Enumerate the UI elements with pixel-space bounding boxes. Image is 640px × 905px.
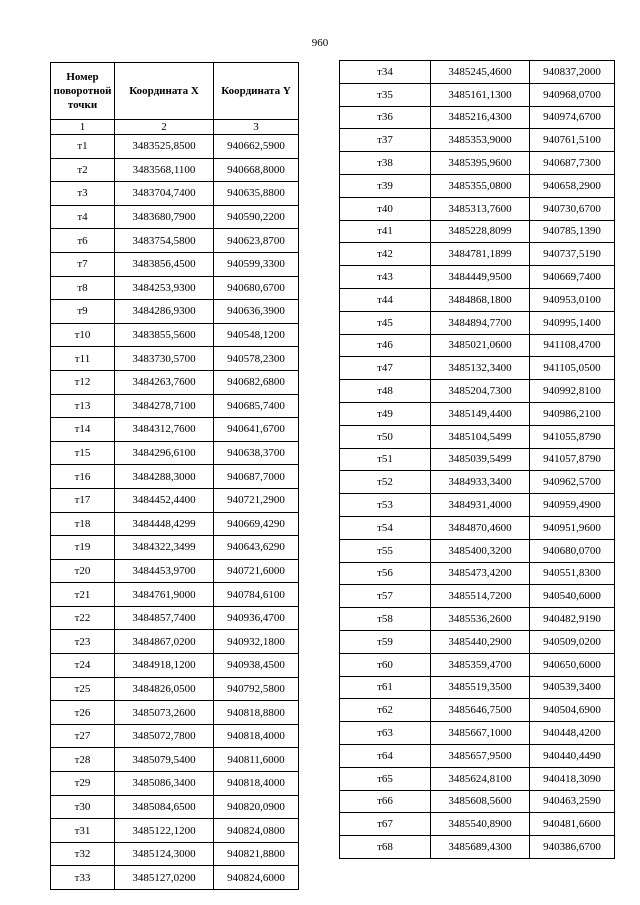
table-row bbox=[51, 465, 299, 489]
coordinate-x-cell: 3484278,7100 bbox=[115, 394, 214, 418]
table-row bbox=[340, 471, 615, 494]
table-row bbox=[51, 677, 299, 701]
coordinate-y-cell: 940687,7300 bbox=[530, 152, 615, 175]
coordinate-y-cell: 940636,3900 bbox=[214, 300, 299, 324]
table-row bbox=[51, 795, 299, 819]
table-row bbox=[51, 866, 299, 890]
coordinate-x-cell: 3484931,4000 bbox=[431, 494, 530, 517]
coordinate-x-cell: 3485104,5499 bbox=[431, 425, 530, 448]
table-row bbox=[340, 722, 615, 745]
coordinate-x-cell: 3485646,7500 bbox=[431, 699, 530, 722]
coordinate-y-cell: 940680,6700 bbox=[214, 276, 299, 300]
table-row bbox=[51, 182, 299, 206]
point-id-cell: т28 bbox=[51, 748, 115, 772]
coordinate-y-cell: 940463,2590 bbox=[530, 790, 615, 813]
table-row bbox=[340, 174, 615, 197]
coordinate-x-cell: 3484296,6100 bbox=[115, 441, 214, 465]
header-point-number bbox=[51, 63, 115, 120]
table-row bbox=[51, 654, 299, 678]
coordinate-x-cell: 3485313,7600 bbox=[431, 197, 530, 220]
coordinate-x-cell: 3485473,4200 bbox=[431, 562, 530, 585]
point-id-cell: т34 bbox=[340, 61, 431, 84]
table-row bbox=[340, 767, 615, 790]
coordinate-x-cell: 3485228,8099 bbox=[431, 220, 530, 243]
table-row bbox=[340, 380, 615, 403]
coordinate-x-cell: 3485122,1200 bbox=[115, 819, 214, 843]
point-id-cell: т56 bbox=[340, 562, 431, 585]
coordinate-y-cell: 941105,0500 bbox=[530, 357, 615, 380]
point-id-cell: т7 bbox=[51, 252, 115, 276]
table-row bbox=[340, 106, 615, 129]
coordinate-x-cell: 3484781,1899 bbox=[431, 243, 530, 266]
coordinate-y-cell: 940986,2100 bbox=[530, 402, 615, 425]
point-id-cell: т61 bbox=[340, 676, 431, 699]
table-row bbox=[51, 323, 299, 347]
table-row bbox=[340, 562, 615, 585]
coordinate-y-cell: 940730,6700 bbox=[530, 197, 615, 220]
point-id-cell: т38 bbox=[340, 152, 431, 175]
point-id-cell: т31 bbox=[51, 819, 115, 843]
coordinate-x-cell: 3485540,8900 bbox=[431, 813, 530, 836]
point-id-cell: т57 bbox=[340, 585, 431, 608]
coordinate-y-cell: 940761,5100 bbox=[530, 129, 615, 152]
coordinate-y-cell: 940682,6800 bbox=[214, 370, 299, 394]
coordinate-x-cell: 3485079,5400 bbox=[115, 748, 214, 772]
point-id-cell: т23 bbox=[51, 630, 115, 654]
coordinate-y-cell: 940824,0800 bbox=[214, 819, 299, 843]
coordinate-x-cell: 3484452,4400 bbox=[115, 488, 214, 512]
point-id-cell: т12 bbox=[51, 370, 115, 394]
coordinate-y-cell: 940641,6700 bbox=[214, 418, 299, 442]
coordinate-x-cell: 3483856,4500 bbox=[115, 252, 214, 276]
table-row bbox=[340, 83, 615, 106]
coordinate-y-cell: 940792,5800 bbox=[214, 677, 299, 701]
table-row bbox=[340, 585, 615, 608]
coordinate-x-cell: 3484826,0500 bbox=[115, 677, 214, 701]
table-row bbox=[340, 630, 615, 653]
coordinate-x-cell: 3485084,6500 bbox=[115, 795, 214, 819]
coordinate-y-cell: 940721,6000 bbox=[214, 559, 299, 583]
point-id-cell: т3 bbox=[51, 182, 115, 206]
coordinate-y-cell: 940737,5190 bbox=[530, 243, 615, 266]
point-id-cell: т44 bbox=[340, 288, 431, 311]
header-point-number-line-1: Номер bbox=[66, 71, 99, 83]
point-id-cell: т22 bbox=[51, 606, 115, 630]
point-id-cell: т33 bbox=[51, 866, 115, 890]
coordinate-y-cell: 940687,7000 bbox=[214, 465, 299, 489]
point-id-cell: т8 bbox=[51, 276, 115, 300]
table-row bbox=[51, 724, 299, 748]
column-number-2: 2 bbox=[115, 120, 214, 135]
point-id-cell: т45 bbox=[340, 311, 431, 334]
table-row bbox=[340, 608, 615, 631]
coordinate-y-cell: 940650,6000 bbox=[530, 653, 615, 676]
table-row bbox=[340, 676, 615, 699]
point-id-cell: т49 bbox=[340, 402, 431, 425]
table-row bbox=[340, 266, 615, 289]
coordinate-x-cell: 3484870,4600 bbox=[431, 516, 530, 539]
point-id-cell: т1 bbox=[51, 135, 115, 159]
coordinate-x-cell: 3484449,9500 bbox=[431, 266, 530, 289]
point-id-cell: т29 bbox=[51, 772, 115, 796]
coordinate-x-cell: 3485149,4400 bbox=[431, 402, 530, 425]
point-id-cell: т39 bbox=[340, 174, 431, 197]
coordinate-y-cell: 940818,8800 bbox=[214, 701, 299, 725]
point-id-cell: т16 bbox=[51, 465, 115, 489]
coordinate-x-cell: 3485021,0600 bbox=[431, 334, 530, 357]
coordinate-x-cell: 3485400,3200 bbox=[431, 539, 530, 562]
table-row bbox=[51, 512, 299, 536]
coordinate-x-cell: 3485667,1000 bbox=[431, 722, 530, 745]
table-row bbox=[340, 744, 615, 767]
coordinates-table-right bbox=[339, 60, 615, 859]
coordinate-x-cell: 3485657,9500 bbox=[431, 744, 530, 767]
table-row bbox=[51, 300, 299, 324]
coordinate-y-cell: 940668,8000 bbox=[214, 158, 299, 182]
point-id-cell: т46 bbox=[340, 334, 431, 357]
point-id-cell: т2 bbox=[51, 158, 115, 182]
table-row bbox=[51, 135, 299, 159]
coordinate-y-cell: 941055,8790 bbox=[530, 425, 615, 448]
point-id-cell: т18 bbox=[51, 512, 115, 536]
point-id-cell: т41 bbox=[340, 220, 431, 243]
coordinate-y-cell: 940418,3090 bbox=[530, 767, 615, 790]
coordinate-y-cell: 940995,1400 bbox=[530, 311, 615, 334]
coordinate-x-cell: 3485355,0800 bbox=[431, 174, 530, 197]
table-row bbox=[51, 370, 299, 394]
coordinate-y-cell: 940951,9600 bbox=[530, 516, 615, 539]
table-row bbox=[51, 229, 299, 253]
point-id-cell: т4 bbox=[51, 205, 115, 229]
coordinate-y-cell: 940623,8700 bbox=[214, 229, 299, 253]
point-id-cell: т35 bbox=[340, 83, 431, 106]
table-row bbox=[51, 630, 299, 654]
table-row bbox=[340, 197, 615, 220]
table-row bbox=[340, 152, 615, 175]
point-id-cell: т14 bbox=[51, 418, 115, 442]
table-row bbox=[51, 158, 299, 182]
point-id-cell: т10 bbox=[51, 323, 115, 347]
table-row bbox=[340, 243, 615, 266]
coordinate-y-cell: 940824,6000 bbox=[214, 866, 299, 890]
coordinate-y-cell: 940784,6100 bbox=[214, 583, 299, 607]
coordinate-x-cell: 3485216,4300 bbox=[431, 106, 530, 129]
coordinate-y-cell: 940662,5900 bbox=[214, 135, 299, 159]
table-row bbox=[340, 288, 615, 311]
coordinate-x-cell: 3485440,2900 bbox=[431, 630, 530, 653]
header-coordinate-y: Координата Y bbox=[214, 63, 299, 120]
coordinate-x-cell: 3485353,9000 bbox=[431, 129, 530, 152]
table-row bbox=[340, 813, 615, 836]
coordinate-y-cell: 940482,9190 bbox=[530, 608, 615, 631]
point-id-cell: т50 bbox=[340, 425, 431, 448]
point-id-cell: т67 bbox=[340, 813, 431, 836]
coordinate-y-cell: 940599,3300 bbox=[214, 252, 299, 276]
coordinate-y-cell: 940548,1200 bbox=[214, 323, 299, 347]
coordinate-y-cell: 940669,4290 bbox=[214, 512, 299, 536]
point-id-cell: т20 bbox=[51, 559, 115, 583]
coordinate-y-cell: 940504,6900 bbox=[530, 699, 615, 722]
coordinate-y-cell: 940685,7400 bbox=[214, 394, 299, 418]
coordinate-y-cell: 940938,4500 bbox=[214, 654, 299, 678]
table-row bbox=[340, 402, 615, 425]
coordinate-y-cell: 940974,6700 bbox=[530, 106, 615, 129]
page-number: 960 bbox=[311, 37, 329, 49]
point-id-cell: т27 bbox=[51, 724, 115, 748]
table-row bbox=[51, 842, 299, 866]
point-id-cell: т26 bbox=[51, 701, 115, 725]
point-id-cell: т17 bbox=[51, 488, 115, 512]
coordinate-y-cell: 940820,0900 bbox=[214, 795, 299, 819]
coordinate-y-cell: 940509,0200 bbox=[530, 630, 615, 653]
coordinate-x-cell: 3485536,2600 bbox=[431, 608, 530, 631]
coordinate-x-cell: 3483525,8500 bbox=[115, 135, 214, 159]
header-point-number-line-3: точки bbox=[67, 99, 98, 111]
table-row bbox=[340, 311, 615, 334]
point-id-cell: т42 bbox=[340, 243, 431, 266]
table-row bbox=[340, 334, 615, 357]
point-id-cell: т54 bbox=[340, 516, 431, 539]
table-row bbox=[340, 425, 615, 448]
coordinate-y-cell: 940448,4200 bbox=[530, 722, 615, 745]
coordinate-x-cell: 3485245,4600 bbox=[431, 61, 530, 84]
coordinate-x-cell: 3485073,2600 bbox=[115, 701, 214, 725]
point-id-cell: т36 bbox=[340, 106, 431, 129]
point-id-cell: т32 bbox=[51, 842, 115, 866]
table-row bbox=[51, 559, 299, 583]
coordinate-x-cell: 3484263,7600 bbox=[115, 370, 214, 394]
coordinate-x-cell: 3485132,3400 bbox=[431, 357, 530, 380]
coordinate-x-cell: 3485204,7300 bbox=[431, 380, 530, 403]
coordinate-y-cell: 940837,2000 bbox=[530, 61, 615, 84]
table-row bbox=[51, 536, 299, 560]
table-row bbox=[51, 394, 299, 418]
coordinate-x-cell: 3485608,5600 bbox=[431, 790, 530, 813]
coordinate-y-cell: 940959,4900 bbox=[530, 494, 615, 517]
coordinate-y-cell: 940540,6000 bbox=[530, 585, 615, 608]
point-id-cell: т21 bbox=[51, 583, 115, 607]
table-row bbox=[51, 583, 299, 607]
table-row bbox=[340, 448, 615, 471]
point-id-cell: т52 bbox=[340, 471, 431, 494]
table-row bbox=[340, 61, 615, 84]
coordinate-x-cell: 3484868,1800 bbox=[431, 288, 530, 311]
coordinate-y-cell: 940386,6700 bbox=[530, 836, 615, 859]
table-row bbox=[340, 790, 615, 813]
coordinate-y-cell: 940578,2300 bbox=[214, 347, 299, 371]
coordinates-table-left bbox=[50, 62, 299, 890]
table-row bbox=[51, 252, 299, 276]
coordinate-x-cell: 3484448,4299 bbox=[115, 512, 214, 536]
column-number-3: 3 bbox=[214, 120, 299, 135]
coordinate-x-cell: 3484453,9700 bbox=[115, 559, 214, 583]
point-id-cell: т60 bbox=[340, 653, 431, 676]
coordinate-x-cell: 3484322,3499 bbox=[115, 536, 214, 560]
table-row bbox=[51, 772, 299, 796]
column-number-1: 1 bbox=[51, 120, 115, 135]
coordinate-y-cell: 940785,1390 bbox=[530, 220, 615, 243]
table-row bbox=[340, 539, 615, 562]
point-id-cell: т51 bbox=[340, 448, 431, 471]
point-id-cell: т63 bbox=[340, 722, 431, 745]
coordinate-y-cell: 940932,1800 bbox=[214, 630, 299, 654]
table-row bbox=[51, 748, 299, 772]
coordinate-y-cell: 940818,4000 bbox=[214, 772, 299, 796]
point-id-cell: т48 bbox=[340, 380, 431, 403]
coordinate-y-cell: 940962,5700 bbox=[530, 471, 615, 494]
coordinate-y-cell: 940658,2900 bbox=[530, 174, 615, 197]
point-id-cell: т24 bbox=[51, 654, 115, 678]
coordinate-y-cell: 940953,0100 bbox=[530, 288, 615, 311]
coordinate-y-cell: 940638,3700 bbox=[214, 441, 299, 465]
coordinate-y-cell: 940992,8100 bbox=[530, 380, 615, 403]
point-id-cell: т19 bbox=[51, 536, 115, 560]
table-header-row bbox=[51, 63, 299, 120]
table-row bbox=[340, 357, 615, 380]
point-id-cell: т43 bbox=[340, 266, 431, 289]
coordinate-x-cell: 3485124,3000 bbox=[115, 842, 214, 866]
point-id-cell: т11 bbox=[51, 347, 115, 371]
coordinate-x-cell: 3484867,0200 bbox=[115, 630, 214, 654]
coordinate-y-cell: 940680,0700 bbox=[530, 539, 615, 562]
coordinate-y-cell: 941057,8790 bbox=[530, 448, 615, 471]
table-row bbox=[51, 276, 299, 300]
coordinate-y-cell: 940440,4490 bbox=[530, 744, 615, 767]
point-id-cell: т9 bbox=[51, 300, 115, 324]
table-row bbox=[340, 129, 615, 152]
coordinate-x-cell: 3485039,5499 bbox=[431, 448, 530, 471]
table-row bbox=[51, 347, 299, 371]
coordinate-x-cell: 3485689,4300 bbox=[431, 836, 530, 859]
coordinate-x-cell: 3484857,7400 bbox=[115, 606, 214, 630]
header-point-number-line-2: поворотной bbox=[53, 85, 112, 97]
coordinate-x-cell: 3483680,7900 bbox=[115, 205, 214, 229]
coordinate-x-cell: 3484288,3000 bbox=[115, 465, 214, 489]
point-id-cell: т6 bbox=[51, 229, 115, 253]
point-id-cell: т53 bbox=[340, 494, 431, 517]
point-id-cell: т66 bbox=[340, 790, 431, 813]
coordinate-y-cell: 940669,7400 bbox=[530, 266, 615, 289]
coordinate-y-cell: 940721,2900 bbox=[214, 488, 299, 512]
table-row bbox=[340, 494, 615, 517]
point-id-cell: т58 bbox=[340, 608, 431, 631]
coordinate-y-cell: 940821,8800 bbox=[214, 842, 299, 866]
coordinate-x-cell: 3485519,3500 bbox=[431, 676, 530, 699]
coordinate-y-cell: 940590,2200 bbox=[214, 205, 299, 229]
table-row bbox=[51, 418, 299, 442]
coordinate-x-cell: 3484894,7700 bbox=[431, 311, 530, 334]
coordinate-x-cell: 3484761,9000 bbox=[115, 583, 214, 607]
table-row bbox=[51, 488, 299, 512]
table-row bbox=[340, 699, 615, 722]
point-id-cell: т62 bbox=[340, 699, 431, 722]
table-row bbox=[51, 819, 299, 843]
coordinate-y-cell: 940539,3400 bbox=[530, 676, 615, 699]
point-id-cell: т15 bbox=[51, 441, 115, 465]
point-id-cell: т30 bbox=[51, 795, 115, 819]
coordinate-y-cell: 940811,6000 bbox=[214, 748, 299, 772]
point-id-cell: т47 bbox=[340, 357, 431, 380]
table-row bbox=[51, 701, 299, 725]
coordinate-x-cell: 3485514,7200 bbox=[431, 585, 530, 608]
coordinate-y-cell: 940481,6600 bbox=[530, 813, 615, 836]
coordinate-y-cell: 941108,4700 bbox=[530, 334, 615, 357]
coordinate-x-cell: 3483855,5600 bbox=[115, 323, 214, 347]
point-id-cell: т37 bbox=[340, 129, 431, 152]
table-row bbox=[340, 516, 615, 539]
header-coordinate-x: Координата X bbox=[115, 63, 214, 120]
coordinate-x-cell: 3485127,0200 bbox=[115, 866, 214, 890]
coordinate-x-cell: 3485359,4700 bbox=[431, 653, 530, 676]
point-id-cell: т55 bbox=[340, 539, 431, 562]
table-row bbox=[51, 441, 299, 465]
column-number-row bbox=[51, 120, 299, 135]
coordinate-x-cell: 3485395,9600 bbox=[431, 152, 530, 175]
coordinate-x-cell: 3485624,8100 bbox=[431, 767, 530, 790]
point-id-cell: т64 bbox=[340, 744, 431, 767]
point-id-cell: т65 bbox=[340, 767, 431, 790]
coordinate-y-cell: 940818,4000 bbox=[214, 724, 299, 748]
coordinate-x-cell: 3485086,3400 bbox=[115, 772, 214, 796]
coordinate-y-cell: 940643,6290 bbox=[214, 536, 299, 560]
coordinate-x-cell: 3483754,5800 bbox=[115, 229, 214, 253]
coordinate-x-cell: 3485072,7800 bbox=[115, 724, 214, 748]
table-row bbox=[340, 836, 615, 859]
point-id-cell: т68 bbox=[340, 836, 431, 859]
table-row bbox=[51, 606, 299, 630]
point-id-cell: т59 bbox=[340, 630, 431, 653]
coordinate-x-cell: 3484918,1200 bbox=[115, 654, 214, 678]
point-id-cell: т40 bbox=[340, 197, 431, 220]
coordinate-x-cell: 3483730,5700 bbox=[115, 347, 214, 371]
coordinate-x-cell: 3483704,7400 bbox=[115, 182, 214, 206]
coordinate-y-cell: 940551,8300 bbox=[530, 562, 615, 585]
table-row bbox=[340, 653, 615, 676]
point-id-cell: т25 bbox=[51, 677, 115, 701]
table-row bbox=[340, 220, 615, 243]
point-id-cell: т13 bbox=[51, 394, 115, 418]
table-row bbox=[51, 205, 299, 229]
coordinate-x-cell: 3483568,1100 bbox=[115, 158, 214, 182]
coordinate-x-cell: 3484933,3400 bbox=[431, 471, 530, 494]
coordinate-y-cell: 940968,0700 bbox=[530, 83, 615, 106]
coordinate-x-cell: 3484253,9300 bbox=[115, 276, 214, 300]
coordinate-y-cell: 940936,4700 bbox=[214, 606, 299, 630]
coordinate-x-cell: 3485161,1300 bbox=[431, 83, 530, 106]
coordinate-y-cell: 940635,8800 bbox=[214, 182, 299, 206]
coordinate-x-cell: 3484312,7600 bbox=[115, 418, 214, 442]
coordinate-x-cell: 3484286,9300 bbox=[115, 300, 214, 324]
